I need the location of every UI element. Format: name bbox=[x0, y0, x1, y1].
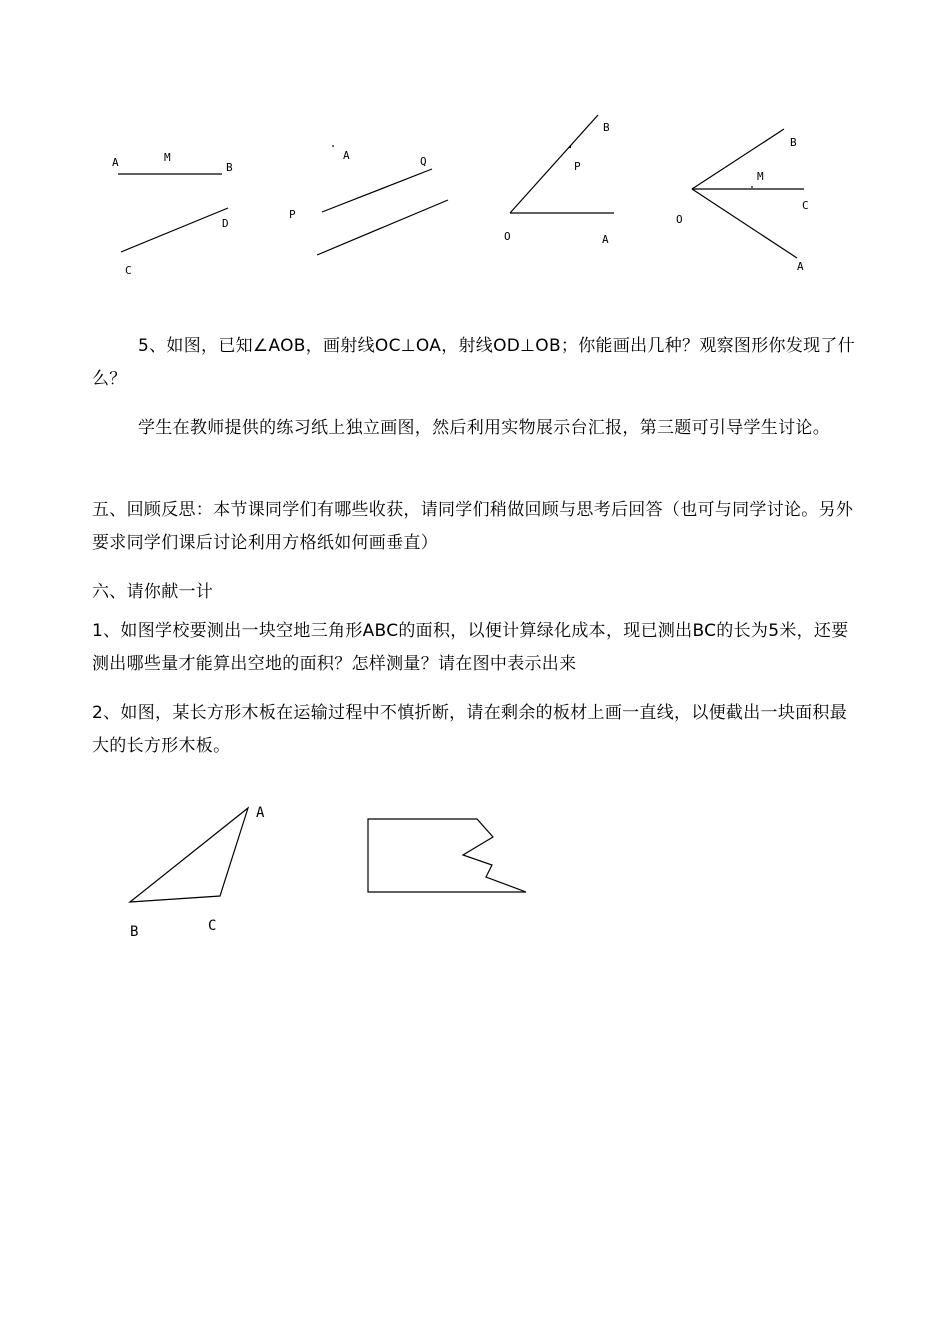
ray-oa bbox=[692, 189, 797, 258]
section-5-review: 五、回顾反思：本节课同学们有哪些收获，请同学们稍做回顾与思考后回答（也可与同学讨论。另外要求同学们课后讨论利用方格纸如何画垂直） bbox=[92, 500, 854, 553]
label-a: A bbox=[112, 156, 119, 169]
board-shape bbox=[368, 819, 526, 892]
point-a bbox=[332, 145, 334, 147]
triangle-abc bbox=[130, 805, 265, 940]
ray-ob bbox=[692, 129, 784, 189]
label-a: A bbox=[256, 805, 265, 821]
question-5: 5、如图，已知∠AOB，画射线OC⊥OA，射线OD⊥OB；你能画出几种？观察图形你发现了什么？ bbox=[92, 336, 856, 389]
point-p bbox=[569, 146, 571, 148]
label-m: M bbox=[757, 170, 764, 183]
label-c: C bbox=[125, 264, 132, 277]
label-p: P bbox=[574, 160, 581, 173]
figure-4-angle bbox=[676, 129, 809, 273]
ray-ob bbox=[510, 115, 598, 213]
label-d: D bbox=[222, 217, 229, 230]
figure-2-parallel bbox=[289, 145, 448, 255]
line-lower bbox=[317, 200, 448, 255]
item-2: 2、如图，某长方形木板在运输过程中不慎折断，请在剩余的板材上画一直线，以便截出一块面积最大的长方形木板。 bbox=[92, 703, 848, 756]
label-b: B bbox=[226, 161, 233, 174]
segment-cd bbox=[121, 208, 228, 252]
label-b: B bbox=[130, 924, 139, 940]
label-c: C bbox=[208, 918, 217, 934]
label-b: B bbox=[790, 136, 797, 149]
label-c: C bbox=[802, 199, 809, 212]
label-o: O bbox=[504, 230, 511, 243]
student-activity: 学生在教师提供的练习纸上独立画图，然后利用实物展示台汇报，第三题可引导学生讨论。 bbox=[138, 418, 830, 438]
figure-3-angle bbox=[504, 115, 614, 246]
top-figures bbox=[0, 0, 950, 300]
label-p: P bbox=[289, 208, 296, 221]
label-a: A bbox=[797, 260, 804, 273]
broken-board bbox=[368, 819, 526, 892]
point-m bbox=[751, 186, 753, 188]
label-a: A bbox=[343, 149, 350, 162]
label-m: M bbox=[164, 151, 171, 164]
bottom-figures bbox=[0, 780, 950, 980]
label-o: O bbox=[676, 213, 683, 226]
label-b: B bbox=[603, 121, 610, 134]
section-6-heading: 六、请你献一计 bbox=[92, 582, 214, 602]
item-1: 1、如图学校要测出一块空地三角形ABC的面积，以便计算绿化成本，现已测出BC的长为5米，还要测出哪些量才能算出空地的面积？怎样测量？请在图中表示出来 bbox=[92, 621, 849, 674]
label-q: Q bbox=[420, 155, 427, 168]
line-upper bbox=[322, 169, 432, 212]
figure-1-segments bbox=[112, 151, 233, 277]
triangle-shape bbox=[130, 808, 248, 902]
label-a: A bbox=[602, 233, 609, 246]
